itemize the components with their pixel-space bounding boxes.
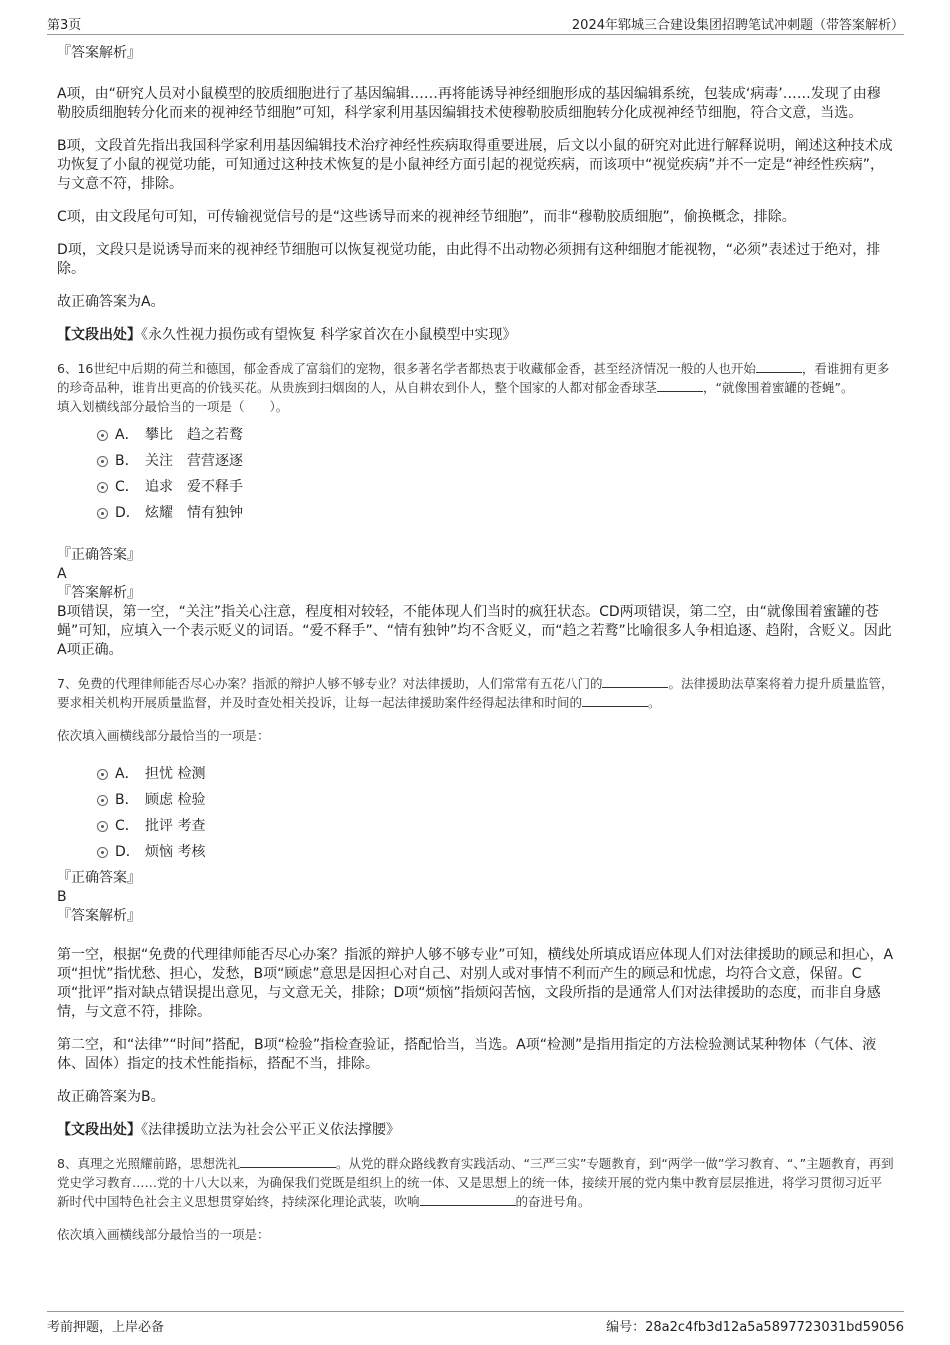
option-text: 批评 考查	[145, 818, 206, 834]
radio-icon[interactable]	[97, 847, 108, 858]
blank-line	[582, 694, 648, 707]
option-letter: C．	[115, 479, 139, 495]
option-text: 关注 营营逐逐	[145, 453, 243, 469]
question-prompt: 依次填入画横线部分最恰当的一项是：	[57, 728, 270, 743]
radio-icon[interactable]	[97, 769, 108, 780]
analysis-paragraph-a: A项，由“研究人员对小鼠模型的胶质细胞进行了基因编辑……再将能诱导神经细胞形成的基因编辑系统，包装成‘病毒’……发现了由穆勒胶质细胞转分化而来的视神经节细胞”可知，科学家利用基因编辑技术使穆勒胶质细胞转分化成视神经节细胞，符合文意，当选。	[57, 86, 881, 121]
correct-answer-statement: 故正确答案为A。	[57, 294, 165, 310]
radio-icon[interactable]	[97, 821, 108, 832]
option-c[interactable]	[57, 474, 894, 500]
radio-icon[interactable]	[97, 795, 108, 806]
question-stem	[57, 359, 894, 397]
option-text: 烦恼 考核	[145, 844, 206, 860]
radio-icon[interactable]	[97, 430, 108, 441]
option-text: 顾虑 检验	[145, 792, 206, 808]
source-line	[57, 326, 894, 345]
question-stem	[57, 674, 894, 712]
option-a[interactable]	[57, 422, 894, 448]
analysis-label: 『答案解析』	[57, 45, 141, 61]
analysis-body	[57, 946, 894, 1107]
question-7	[57, 674, 894, 1140]
document-title: 2024年郓城三合建设集团招聘笔试冲刺题（带答案解析）	[571, 18, 904, 33]
page-number: 第3页	[47, 18, 82, 33]
answer-label: 『正确答案』	[57, 547, 141, 563]
stem-text: 。	[648, 695, 661, 710]
analysis-label: 『答案解析』	[57, 585, 141, 601]
footer-slogan: 考前押题，上岸必备	[47, 1320, 165, 1335]
analysis-paragraph: 第二空，和“法律”“时间”搭配，B项“检验”指检查验证，搭配恰当，当选。A项“检测”是指用指定的方法检验测试某种物体（气体、液体、固体）指定的技术性能指标，搭配不当，排除。	[57, 1037, 877, 1072]
option-letter: C．	[115, 818, 139, 834]
stem-text: 。从党的群众路线教育实践活动、“三严三实”专题教育，到“两学一做”学习教育、“、”主题教育，再到党史学习教育……党的十八大以来，为确保我们党既是组织上的统一体、又是思想上的统一体，接续开展的党内集中教育层层推进，将学习贯彻习近平新时代中国特色社会主义思想贯穿始终，持续深化理论武装，吹响	[57, 1156, 894, 1209]
question-8	[57, 1154, 894, 1244]
stem-text: 8、真理之光照耀前路，思想洗礼	[57, 1156, 240, 1171]
stem-text: 。法律援助法草案将着力提升质量监管，要求相关机构开展质量监督，并及时查处相关投诉，让每一起法律援助案件经得起法律和时间的	[57, 676, 894, 710]
option-letter: A．	[115, 427, 139, 443]
correct-answer-statement: 故正确答案为B。	[57, 1089, 165, 1105]
source-label: 【文段出处】	[57, 1122, 141, 1138]
option-c[interactable]	[57, 813, 894, 839]
option-text: 追求 爱不释手	[145, 479, 243, 495]
stem-text: ，“就像围着蜜罐的苍蝇”。	[703, 380, 854, 395]
answer-value: A	[57, 566, 67, 582]
option-letter: B．	[115, 453, 139, 469]
option-b[interactable]	[57, 787, 894, 813]
question-6	[57, 359, 894, 660]
option-d[interactable]	[57, 839, 894, 865]
blank-line	[420, 1193, 516, 1206]
source-line	[57, 1121, 894, 1140]
option-text: 担忧 检测	[145, 766, 206, 782]
document-code: 编号：28a2c4fb3d12a5a5897723031bd59056	[606, 1320, 904, 1335]
answer-value: B	[57, 889, 67, 905]
blank-line	[602, 675, 668, 688]
stem-text: 6、16世纪中后期的荷兰和德国，郁金香成了富翁们的宠物，很多著名学者都热衷于收藏郁金香，甚至经济情况一般的人也开始	[57, 361, 756, 376]
option-text: 炫耀 情有独钟	[145, 505, 243, 521]
option-a[interactable]	[57, 761, 894, 787]
radio-icon[interactable]	[97, 482, 108, 493]
option-letter: B．	[115, 792, 139, 808]
analysis-paragraph-b: B项，文段首先指出我国科学家利用基因编辑技术治疗神经性疾病取得重要进展，后文以小鼠的研究对此进行解释说明，阐述这种技术成功恢复了小鼠的视觉功能，可知通过这种技术恢复的是小鼠神经方面引起的视觉疾病，而该项中“视觉疾病”并不一定是“神经性疾病”，与文意不符，排除。	[57, 138, 893, 192]
stem-text: 7、免费的代理律师能否尽心办案？指派的辩护人够不够专业？对法律援助，人们常常有五花八门的	[57, 676, 603, 691]
question-prompt: 填入划横线部分最恰当的一项是（ ）。	[57, 399, 289, 414]
page-footer	[47, 1311, 904, 1336]
analysis-paragraph: 第一空，根据“免费的代理律师能否尽心办案？指派的辩护人够不够专业”可知，横线处所填成语应体现人们对法律援助的顾忌和担心，A项“担忧”指忧愁、担心，发愁，B项“顾虑”意思是因担心对自己、对别人或对事情不利而产生的顾忌和忧虑，均符合文意，保留。C项“批评”指对缺点错误提出意见，与文意无关，排除；D项“烦恼”指烦闷苦恼，文段所指的是通常人们对法律援助的态度，而非自身感情，与文意不符，排除。	[57, 947, 894, 1020]
option-list	[57, 422, 894, 526]
source-title: 《永久性视力损伤或有望恢复 科学家首次在小鼠模型中实现》	[141, 327, 517, 343]
option-text: 攀比 趋之若鹜	[145, 427, 243, 443]
page-header	[47, 14, 904, 35]
option-b[interactable]	[57, 448, 894, 474]
blank-line	[657, 379, 703, 392]
blank-line	[756, 360, 802, 373]
analysis-paragraph-d: D项，文段只是说诱导而来的视神经节细胞可以恢复视觉功能，由此得不出动物必须拥有这种细胞才能视物，“必须”表述过于绝对，排除。	[57, 242, 881, 277]
question-stem	[57, 1154, 894, 1211]
answer-label: 『正确答案』	[57, 870, 141, 886]
question-prompt: 依次填入画横线部分最恰当的一项是：	[57, 1227, 270, 1242]
source-title: 《法律援助立法为社会公平正义依法撑腰》	[141, 1122, 400, 1138]
radio-icon[interactable]	[97, 456, 108, 467]
page-content	[57, 44, 894, 1244]
q5-analysis	[57, 44, 894, 345]
stem-text: 的奋进号角。	[515, 1194, 591, 1209]
analysis-text: B项错误，第一空，“关注”指关心注意，程度相对较轻，不能体现人们当时的疯狂状态。CD两项错误，第二空，由“就像围着蜜罐的苍蝇”可知，应填入一个表示贬义的词语。“爱不释手”、“情有独钟”均不含贬义，而“趋之若鹜”比喻很多人争相追逐、趋附，含贬义。因此A项正确。	[57, 604, 892, 658]
option-d[interactable]	[57, 500, 894, 526]
option-letter: A．	[115, 766, 139, 782]
blank-line	[240, 1155, 336, 1168]
stem-text: ，看谁拥有更多的珍奇品种，谁肯出更高的价钱买花。从贵族到扫烟囱的人，从自耕农到仆人，整个国家的人都对郁金香球茎	[57, 361, 890, 395]
analysis-paragraph-c: C项，由文段尾句可知，可传输视觉信号的是“这些诱导而来的视神经节细胞”，而非“穆勒胶质细胞”，偷换概念，排除。	[57, 209, 796, 225]
analysis-label: 『答案解析』	[57, 908, 141, 924]
option-letter: D．	[115, 844, 140, 860]
option-letter: D．	[115, 505, 140, 521]
option-list	[57, 761, 894, 865]
radio-icon[interactable]	[97, 508, 108, 519]
source-label: 【文段出处】	[57, 327, 141, 343]
